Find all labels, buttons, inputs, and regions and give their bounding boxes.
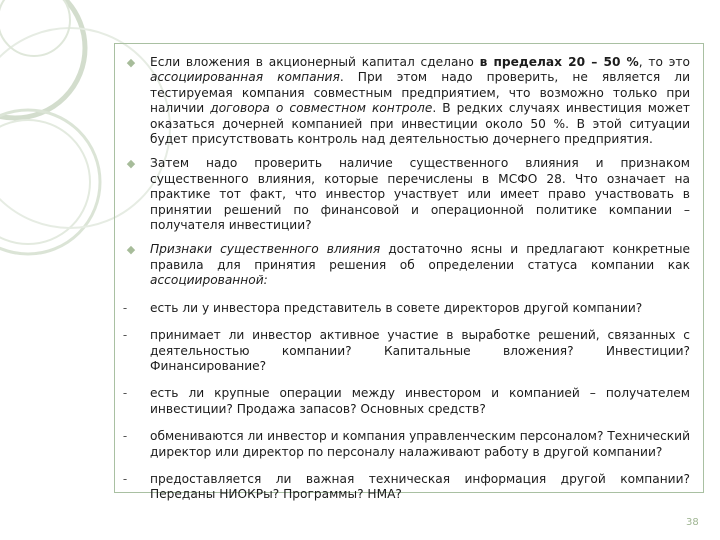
bullet-marker-icon: ◆ bbox=[126, 157, 136, 171]
bullet-text: , то это bbox=[638, 55, 690, 69]
bullet-text: достаточно ясны и предлагают конкретные правила для принятия решения об определении статуса компании как bbox=[150, 242, 690, 272]
bullet-bold-text: в пределах 20 – 50 % bbox=[479, 55, 639, 69]
bullet-marker-icon: ◆ bbox=[126, 243, 136, 257]
dash-marker-icon: - bbox=[122, 328, 128, 343]
dash-item-text: обмениваются ли инвестор и компания управленческим персоналом? Технический директор или директор по персоналу налаживают работу в другой компании? bbox=[150, 429, 690, 459]
dash-marker-icon: - bbox=[122, 386, 128, 401]
dash-item bbox=[114, 429, 700, 460]
page-number: 38 bbox=[686, 517, 699, 528]
dash-item bbox=[114, 386, 700, 417]
bullet-italic-text: ассоциированная компания bbox=[150, 70, 340, 85]
bullet-italic-text: ассоциированной: bbox=[150, 273, 268, 288]
bullet-item bbox=[114, 55, 700, 147]
bullet-text: . При этом надо проверить, не является ли тестируемая компания совместным предприятием, что возможно только при наличии bbox=[150, 70, 691, 116]
slide-content bbox=[114, 55, 700, 503]
dash-item-text: принимает ли инвестор активное участие в выработке решений, связанных с деятельностью компании? Капитальные вложения? Инвестиции? Финансирование? bbox=[150, 328, 690, 373]
dash-marker-icon: - bbox=[122, 471, 128, 486]
dash-item-text: есть ли крупные операции между инвестором и компанией – получателем инвестиции? Продажа запасов? Основных средств? bbox=[150, 386, 690, 416]
dash-item bbox=[114, 328, 700, 374]
bullet-item bbox=[114, 156, 700, 233]
bullet-text: . В редких случаях инвестиция может оказаться дочерней компанией при инвестиции около 50 %. В этой ситуации будет присутствовать контроль над деятельностью дочернего предприятия. bbox=[150, 101, 690, 147]
bullet-italic-text: договора о совместном контроле bbox=[210, 101, 433, 116]
bullet-text: Если вложения в акционерный капитал сделано bbox=[150, 55, 480, 69]
bullet-text: Затем надо проверить наличие существенного влияния и признаком существенного влияния, которые перечислены в МСФО 28. Что означает на практике тот факт, что инвестор участвует или имеет право участвовать в принятии решений по финансовой и операционной политике компании – получателя инвестиции? bbox=[150, 156, 690, 233]
dash-item-text: есть ли у инвестора представитель в совете директоров другой компании? bbox=[150, 300, 643, 315]
dash-marker-icon: - bbox=[122, 300, 128, 315]
dash-item bbox=[114, 301, 700, 316]
dash-item bbox=[114, 472, 700, 503]
dash-marker-icon: - bbox=[122, 429, 128, 444]
bullet-marker-icon: ◆ bbox=[126, 56, 136, 69]
bullet-item bbox=[114, 242, 700, 288]
dash-item-text: предоставляется ли важная техническая информация другой компании? Переданы НИОКРы? Программы? НМА? bbox=[150, 471, 690, 502]
bullet-italic-text: Признаки существенного влияния bbox=[150, 242, 381, 257]
